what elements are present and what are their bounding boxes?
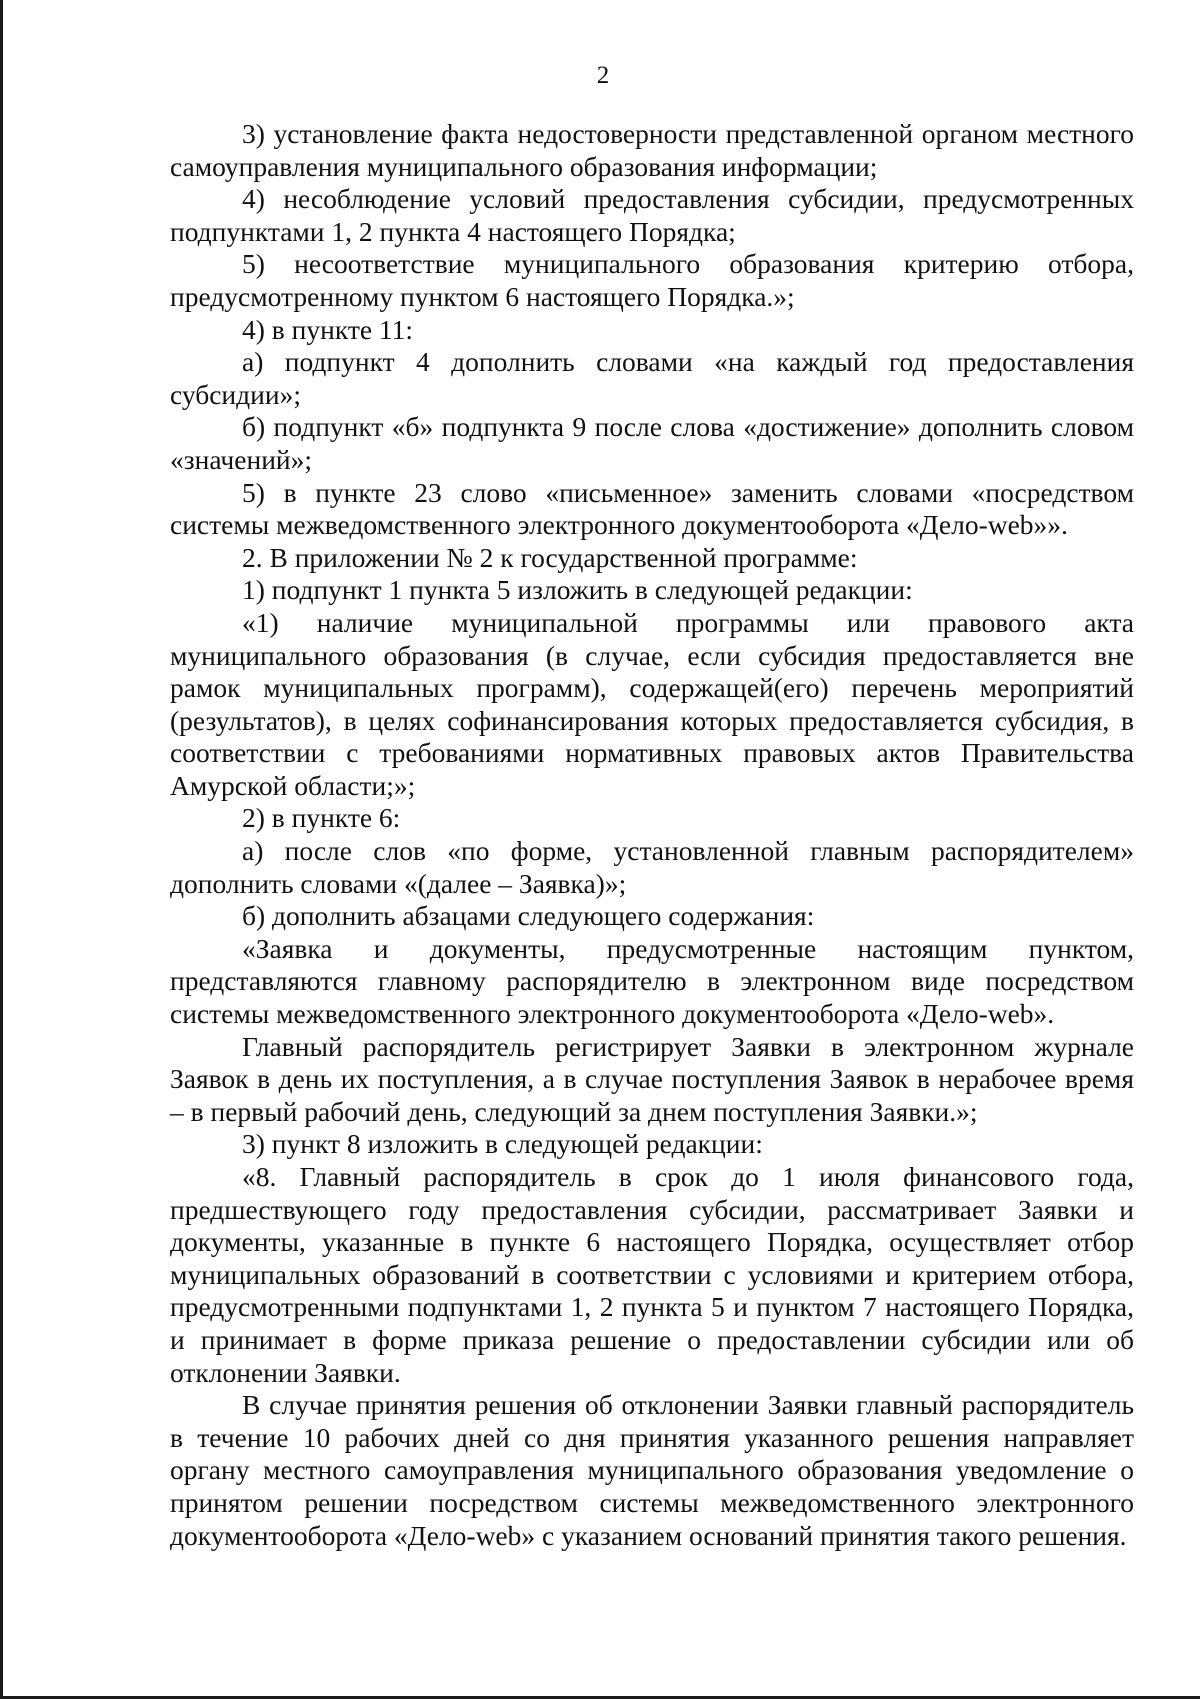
- paragraph-application-submission: «Заявка и документы, предусмотренные настоящим пунктом, представляются главному распорядителю в электронном виде посредством системы межведомственного электронного документооборота «Дело-web».: [170, 932, 1134, 1030]
- paragraph-appendix-2-heading: 2. В приложении № 2 к государственной программе:: [242, 541, 858, 573]
- paragraph-point-11-b: б) подпункт «б» подпункта 9 после слова «достижение» дополнить словом «значений»;: [170, 411, 1134, 475]
- paragraph-point-5-new-text: «1) наличие муниципальной программы или правового акта муниципального образования (в случае, если субсидия предоставляется вне рамок муниципальных программ), содержащей(его) перечень мероприятий (результатов), в целях софинансирования которых предоставляется субсидия, в соответствии с требованиями нормативных правовых актов Правительства Амурской области;»;: [170, 606, 1134, 801]
- paragraph-point-5-heading: 1) подпункт 1 пункта 5 изложить в следующей редакции:: [242, 574, 913, 606]
- paragraph-point-8-heading: 3) пункт 8 изложить в следующей редакции:: [242, 1128, 763, 1160]
- paragraph-point-6-b: б) дополнить абзацами следующего содержания:: [242, 900, 815, 932]
- paragraph-item-3-unreliable-info: 3) установление факта недостоверности представленной органом местного самоуправления муниципального образования информации;: [170, 118, 1134, 182]
- paragraph-point-6-heading: 2) в пункте 6:: [242, 802, 401, 834]
- paragraph-point-8-new-text: «8. Главный распорядитель в срок до 1 июля финансового года, предшествующего году предоставления субсидии, рассматривает Заявки и документы, указанные в пункте 6 настоящего Порядка, осуществляет отбор муниципальных образований в соответствии с условиями и критерием отбора, предусмотренными подпунктами 1, 2 пункта 5 и пунктом 7 настоящего Порядка, и принимает в форме приказа решение о предоставлении субсидии или об отклонении Заявки.: [170, 1161, 1134, 1388]
- page-number: 2: [596, 62, 610, 89]
- paragraph-rejection-notice: В случае принятия решения об отклонении Заявки главный распорядитель в течение 10 рабочих дней со дня принятия указанного решения направляет органу местного самоуправления муниципального образования уведомление о принятом решении посредством системы межведомственного электронного документооборота «Дело-web» с указанием оснований принятия такого решения.: [170, 1389, 1134, 1551]
- paragraph-point-11-heading: 4) в пункте 11:: [242, 313, 414, 345]
- paragraph-point-11-a: а) подпункт 4 дополнить словами «на каждый год предоставления субсидии»;: [170, 346, 1134, 410]
- document-body: [170, 118, 1134, 1552]
- paragraph-point-6-a: а) после слов «по форме, установленной главным распорядителем» дополнить словами «(далее – Заявка)»;: [170, 835, 1134, 899]
- paragraph-point-23: 5) в пункте 23 слово «письменное» заменить словами «посредством системы межведомственного электронного документооборота «Дело-web»».: [170, 476, 1134, 541]
- paragraph-item-4-noncompliance: 4) несоблюдение условий предоставления субсидии, предусмотренных подпунктами 1, 2 пункта 4 настоящего Порядка;: [170, 183, 1134, 247]
- paragraph-item-5-criteria: 5) несоответствие муниципального образования критерию отбора, предусмотренному пунктом 6 настоящего Порядка.»;: [170, 248, 1134, 312]
- paragraph-application-registration: Главный распорядитель регистрирует Заявки в электронном журнале Заявок в день их поступления, а в случае поступления Заявок в нерабочее время – в первый рабочий день, следующий за днем поступления Заявки.»;: [170, 1030, 1134, 1127]
